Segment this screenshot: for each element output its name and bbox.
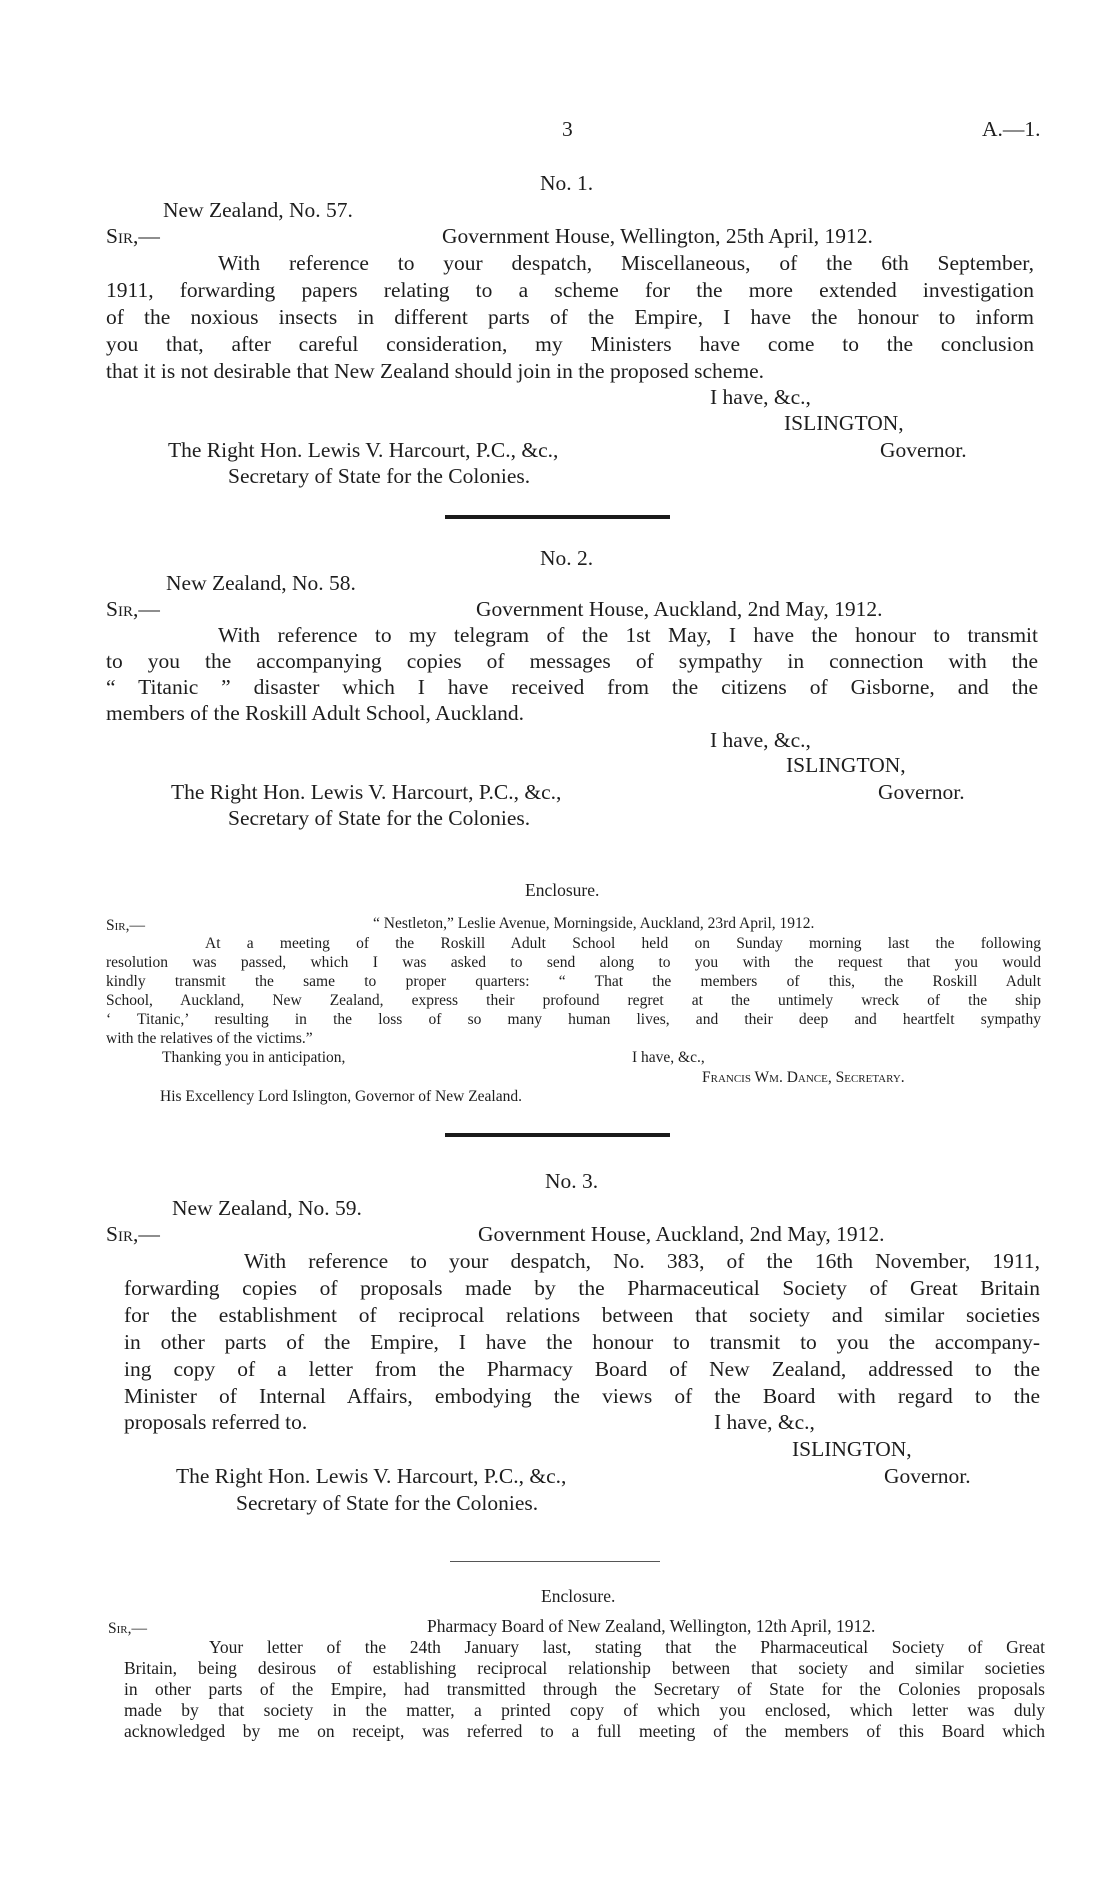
doc1-line-2: 1911, forwarding papers relating to a scheme for the more extended investigation <box>106 278 1034 302</box>
doc3-line-5: ing copy of a letter from the Pharmacy Board of New Zealand, addressed to the <box>124 1357 1040 1381</box>
doc3-addressee-1: The Right Hon. Lewis V. Harcourt, P.C., &c., <box>176 1464 567 1488</box>
doc3-line-1: With reference to your despatch, No. 383, of the 16th November, 1911, <box>244 1249 1040 1273</box>
doc3-enclosure-line-3: in other parts of the Empire, had transmitted through the Secretary of State for the Colonies proposals <box>124 1679 1045 1699</box>
doc3-enclosure-heading: Enclosure. <box>541 1586 616 1606</box>
doc3-line-4: in other parts of the Empire, I have the honour to transmit to you the accompany- <box>124 1330 1040 1354</box>
doc3-signature: ISLINGTON, <box>792 1437 912 1461</box>
doc3-line-2: forwarding copies of proposals made by the Pharmaceutical Society of Great Britain <box>124 1276 1040 1300</box>
doc3-enclosure-line-1: Your letter of the 24th January last, stating that the Pharmaceutical Society of Great <box>209 1637 1045 1657</box>
doc2-signature: ISLINGTON, <box>786 753 906 777</box>
doc1-sig-title: Governor. <box>880 438 967 462</box>
doc1-line-3: of the noxious insects in different parts of the Empire, I have the honour to inform <box>106 305 1034 329</box>
doc1-ref: New Zealand, No. 57. <box>163 198 353 222</box>
doc1-line-4: you that, after careful consideration, my Ministers have come to the conclusion <box>106 332 1034 356</box>
doc2-salutation: Sir,— <box>106 597 160 621</box>
doc1-addressee-1: The Right Hon. Lewis V. Harcourt, P.C., &c., <box>168 438 559 462</box>
doc2-enclosure-dateline: “ Nestleton,” Leslie Avenue, Morningside, Auckland, 23rd April, 1912. <box>373 915 815 932</box>
doc2-addressee-1: The Right Hon. Lewis V. Harcourt, P.C., &c., <box>171 780 562 804</box>
enclosure-divider <box>450 1561 660 1562</box>
doc3-line-3: for the establishment of reciprocal relations between that society and similar societies <box>124 1303 1040 1327</box>
doc2-enclosure-line-6: with the relatives of the victims.” <box>106 1030 313 1047</box>
doc2-enclosure-line-3: kindly transmit the same to proper quarters: “ That the members of this, the Roskill Adult <box>106 973 1041 990</box>
doc1-line-5: that it is not desirable that New Zealand should join in the proposed scheme. <box>106 359 764 383</box>
doc3-line-7: proposals referred to. <box>124 1410 308 1434</box>
doc3-enclosure-dateline: Pharmacy Board of New Zealand, Wellington, 12th April, 1912. <box>427 1616 876 1636</box>
section-divider <box>445 515 670 519</box>
doc3-line-6: Minister of Internal Affairs, embodying the views of the Board with regard to the <box>124 1384 1040 1408</box>
doc3-enclosure-salutation: Sir,— <box>108 1620 147 1637</box>
doc1-signature: ISLINGTON, <box>784 411 904 435</box>
doc2-enclosure-line-4: School, Auckland, New Zealand, express their profound regret at the untimely wreck of the ship <box>106 992 1041 1009</box>
doc1-number: No. 1. <box>540 171 594 195</box>
doc2-number: No. 2. <box>540 546 594 570</box>
page-reference: A.—1. <box>982 117 1041 141</box>
section-divider <box>445 1133 670 1137</box>
doc1-salutation: Sir,— <box>106 224 160 248</box>
doc3-closing: I have, &c., <box>714 1410 815 1434</box>
doc2-enclosure-signature: Francis Wm. Dance, Secretary. <box>702 1069 905 1086</box>
doc2-enclosure-heading: Enclosure. <box>525 880 600 900</box>
doc1-dateline: Government House, Wellington, 25th April, 1912. <box>442 224 873 248</box>
doc3-dateline: Government House, Auckland, 2nd May, 1912. <box>478 1222 885 1246</box>
doc2-enclosure-closing: I have, &c., <box>632 1049 705 1066</box>
doc2-enclosure-line-1: At a meeting of the Roskill Adult School held on Sunday morning last the following <box>205 935 1041 952</box>
doc2-line-1: With reference to my telegram of the 1st May, I have the honour to transmit <box>218 623 1038 647</box>
doc2-enclosure-thanks: Thanking you in anticipation, <box>162 1049 346 1066</box>
doc2-ref: New Zealand, No. 58. <box>166 571 356 595</box>
doc1-closing: I have, &c., <box>710 385 811 409</box>
doc1-line-1: With reference to your despatch, Miscellaneous, of the 6th September, <box>218 251 1034 275</box>
doc2-closing: I have, &c., <box>710 728 811 752</box>
doc3-enclosure-line-2: Britain, being desirous of establishing reciprocal relationship between that society and similar societies <box>124 1658 1045 1678</box>
doc2-enclosure-line-5: ‘ Titanic,’ resulting in the loss of so many human lives, and their deep and heartfelt sympathy <box>106 1011 1041 1028</box>
doc3-number: No. 3. <box>545 1169 599 1193</box>
doc2-line-3: “ Titanic ” disaster which I have received from the citizens of Gisborne, and the <box>106 675 1038 699</box>
doc3-sig-title: Governor. <box>884 1464 971 1488</box>
doc2-enclosure-addressee: His Excellency Lord Islington, Governor of New Zealand. <box>160 1088 522 1105</box>
doc1-addressee-2: Secretary of State for the Colonies. <box>228 464 531 488</box>
doc2-dateline: Government House, Auckland, 2nd May, 1912. <box>476 597 883 621</box>
doc3-enclosure-line-5: acknowledged by me on receipt, was referred to a full meeting of the members of this Board which <box>124 1721 1045 1741</box>
doc2-enclosure-line-2: resolution was passed, which I was asked to send along to you with the request that you would <box>106 954 1041 971</box>
doc3-addressee-2: Secretary of State for the Colonies. <box>236 1491 539 1515</box>
doc2-line-2: to you the accompanying copies of messages of sympathy in connection with the <box>106 649 1038 673</box>
doc2-line-4: members of the Roskill Adult School, Auckland. <box>106 701 525 725</box>
doc3-enclosure-line-4: made by that society in the matter, a printed copy of which you enclosed, which letter was duly <box>124 1700 1045 1720</box>
doc2-addressee-2: Secretary of State for the Colonies. <box>228 806 531 830</box>
page-number: 3 <box>562 117 573 141</box>
doc3-salutation: Sir,— <box>106 1222 160 1246</box>
doc3-ref: New Zealand, No. 59. <box>172 1196 362 1220</box>
doc2-sig-title: Governor. <box>878 780 965 804</box>
doc2-enclosure-salutation: Sir,— <box>106 917 145 934</box>
